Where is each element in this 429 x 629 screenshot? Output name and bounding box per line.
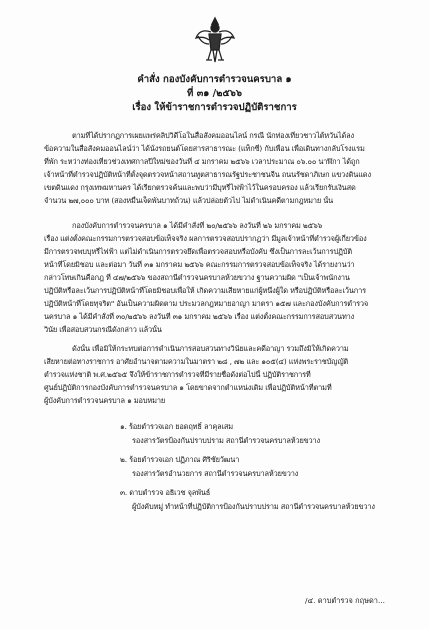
order-subject: เรื่อง ให้ข้าราชการตำรวจปฏิบัติราชการ bbox=[132, 102, 297, 113]
body-line: ตามที่ได้ปรากฏการเผยแพร่คลิปวิดีโอในสื่อสังคมออนไลน์ กรณี นักท่องเที่ยวชาวไต้หวันได้ลง bbox=[72, 131, 354, 140]
body-line: ที่พัก ระหว่างท่องเที่ยวช่วงเทศกาลปีใหม่ของวันที่ ๔ มกราคม ๒๕๖๖ เวลาประมาณ ๐๖.๐๐ นาฬิกา ได้ถูก bbox=[44, 157, 360, 166]
body-line: ดังนั้น เพื่อมิให้กระทบต่อการดำเนินการสอบสวนทางวินัยและคดีอาญา รวมถึงมิให้เกิดความ bbox=[72, 344, 349, 353]
order-title: คำสั่ง กองบังคับการตำรวจนครบาล ๑ bbox=[137, 74, 292, 85]
body-line: จำนวน ๒๗,๐๐๐ บาท (สองหมื่นเจ็ดพันบาทถ้วน) แล้วปล่อยตัวไป ไม่ดำเนินคดีตามกฎหมาย นั้น bbox=[44, 196, 334, 205]
person-name: ๑. ร้อยตำรวจเอก ยอดฤทธิ์ ลาคุลเสม bbox=[120, 422, 233, 431]
body-line: ศูนย์ปฏิบัติการกองบังคับการตำรวจนครบาล ๑ โดยขาดจากตำแหน่งเดิม เพื่อปฏิบัติหน้าที่ตามที่ bbox=[44, 383, 332, 392]
body-line: เจ้าหน้าที่ตำรวจปฏิบัติหน้าที่ตั้งจุดตรวจหน้าสถานทูตสาธารณรัฐประชาชนจีน ถนนรัชดาภิเษก แขวงดินแดง bbox=[44, 170, 371, 179]
person-name: ๓. ดาบตำรวจ อธิเวช จุลพันธ์ bbox=[120, 488, 211, 497]
body-line: เขตดินแดง กรุงเทพมหานคร ได้เรียกตรวจค้นและพบว่ามีบุหรี่ไฟฟ้าไว้ในครอบครอง แล้วเรียกรับเงินสด bbox=[44, 183, 356, 192]
body-line: วินัย เพื่อสอบสวนกรณีดังกล่าว แล้วนั้น bbox=[44, 325, 162, 334]
body-line: ตำรวจแห่งชาติ พ.ศ.๒๕๖๕ จึงให้ข้าราชการตำรวจที่มีรายชื่อดังต่อไปนี้ ปฏิบัติราชการที่ bbox=[44, 370, 311, 379]
body-line: กองบังคับการตำรวจนครบาล ๑ ได้มีคำสั่งที่ ๒๐/๒๕๖๖ ลงวันที่ ๒๖ มกราคม ๒๕๖๖ bbox=[72, 221, 323, 230]
body-line: ปฏิบัติหรือละเว้นการปฏิบัติหน้าที่โดยมิชอบเพื่อให้ เกิดความเสียหายแก่ผู้หนึ่งผู้ใด หรือปฏิบัติหรือละเว้นการ bbox=[44, 286, 366, 295]
person-position: รองสารวัตรป้องกันปราบปราม สถานีตำรวจนครบาลห้วยขวาง bbox=[132, 436, 321, 445]
body-line: กล่าวโทษเกินคือกฎ ที่ ๔๗/๒๕๖๖ ของสถานีตำรวจนครบาลห้วยขวาง ฐานความผิด "เป็นเจ้าพนักงาน bbox=[44, 273, 350, 282]
order-number: ที่ ๓๑ /๒๕๖๖ bbox=[187, 88, 242, 99]
body-line: นครบาล ๑ ได้มีคำสั่งที่ ๓๐/๒๕๖๖ ลงวันที่ ๓๑ มกราคม ๒๕๖๖ เรื่อง แต่งตั้งคณะกรรมการสอบสวนทาง bbox=[44, 312, 355, 321]
person-position: ผู้บังคับหมู่ ทำหน้าที่ปฏิบัติการป้องกันปราบปราม สถานีตำรวจนครบาลห้วยขวาง bbox=[132, 502, 375, 511]
body-line: ผู้บังคับการตำรวจนครบาล ๑ มอบหมาย bbox=[44, 396, 166, 405]
garuda-emblem-icon bbox=[194, 14, 236, 66]
person-position: รองสารวัตรอำนวยการ สถานีตำรวจนครบาลห้วยขวาง bbox=[132, 469, 299, 478]
body-line: เรื่อง แต่งตั้งคณะกรรมการตรวจสอบข้อเท็จจริง ผลการตรวจสอบปรากฏว่า มีมูลเจ้าหน้าที่ตำรวจผู้เกี่ยวข้อง bbox=[44, 234, 367, 243]
continuation-marker: /๔. ดาบตำรวจ กฤษดา... bbox=[305, 596, 385, 605]
body-line: มีการตรวจพบบุหรี่ไฟฟ้า แต่ไม่ดำเนินการตรวจยึดเพื่อตรวจสอบหรือบังคับ ซึ่งเป็นการละเว้นการปฏิบัติ bbox=[44, 247, 352, 256]
person-name: ๒. ร้อยตำรวจเอก ปฏิภาณ ศิริชัยวัฒนา bbox=[120, 455, 240, 464]
body-line: ปฏิบัติหน้าที่โดยทุจริต" อันเป็นความผิดตาม ประมวลกฎหมายอาญา มาตรา ๑๕๗ และกองบังคับการตำรวจ bbox=[44, 299, 369, 308]
body-line: ข้อความในสื่อสังคมออนไลน์ว่า ได้นั่งรถยนต์โดยสารสาธารณะ (แท็กซี่) กับเพื่อน เพื่อเดินทางกลับโรงแรม bbox=[44, 144, 365, 153]
body-line: เสียหายต่อทางราชการ อาศัยอำนาจตามความในมาตรา ๒๘ , ๗๒ และ ๑๐๕(๔) แห่งพระราชบัญญัติ bbox=[44, 357, 349, 366]
body-line: หน้าที่โดยมิชอบ และต่อมา วันที่ ๓๑ มกราคม ๒๕๖๖ คณะกรรมการตรวจสอบข้อเท็จจริง ได้รายงานว่า bbox=[44, 260, 355, 269]
